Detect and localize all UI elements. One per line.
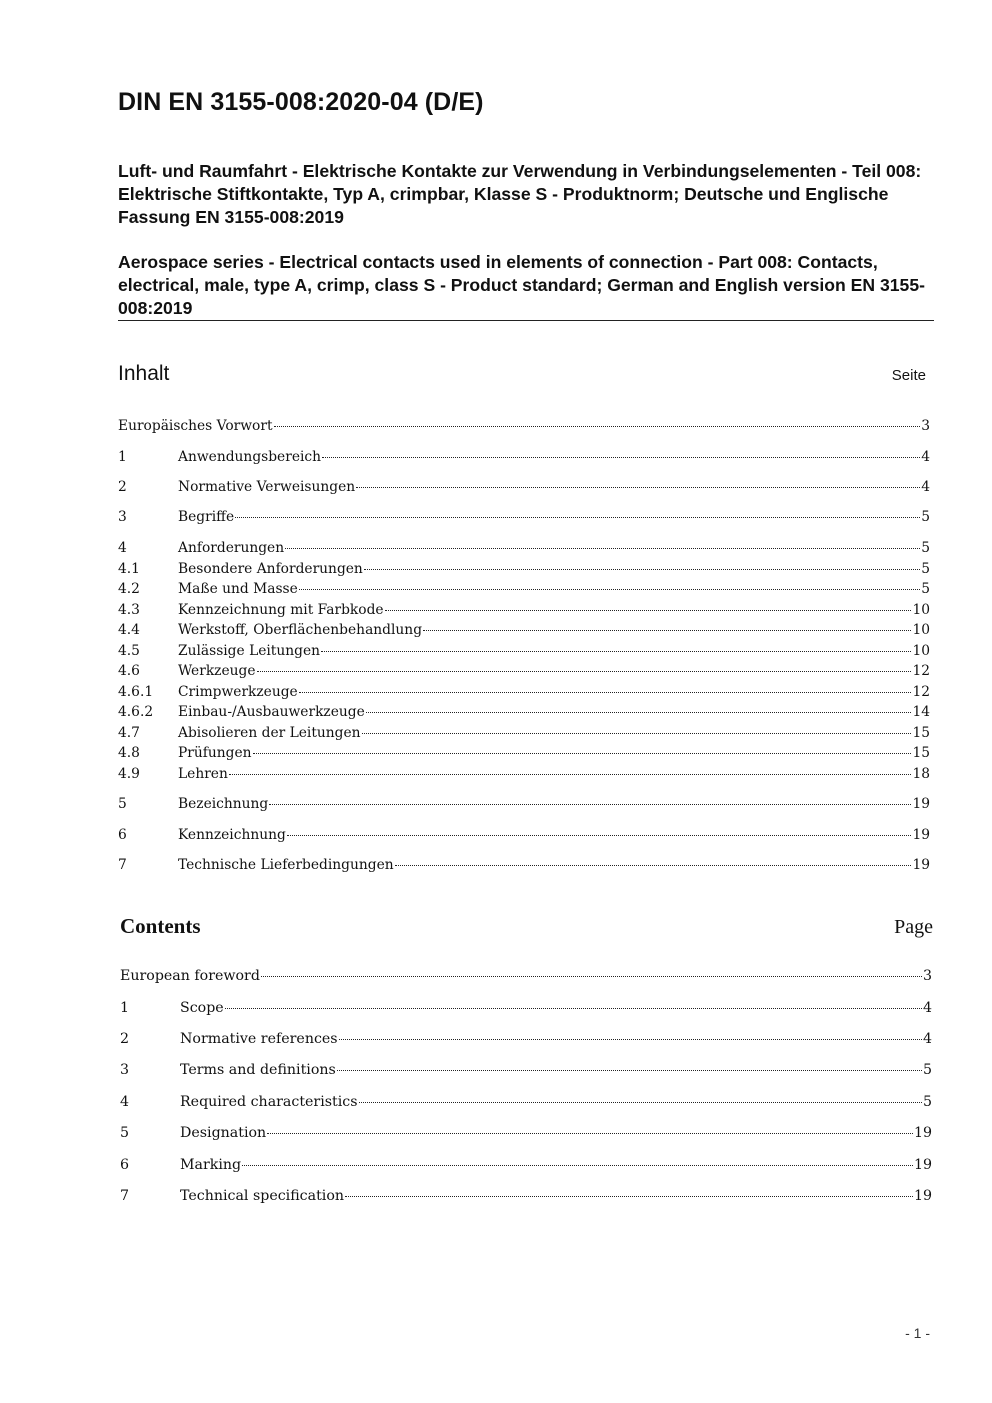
toc-entry-label: Abisolieren der Leitungen (178, 725, 361, 741)
page-number: - 1 - (905, 1325, 930, 1341)
toc-entry-label: Werkzeuge (178, 663, 256, 679)
toc-entry-number: 7 (120, 1188, 130, 1204)
toc-entry-label: Kennzeichnung (178, 827, 286, 843)
toc-entry[interactable] (120, 1000, 932, 1016)
toc-entry-page: 10 (912, 643, 930, 659)
toc-entry[interactable] (118, 418, 930, 434)
toc-entry[interactable] (118, 581, 930, 597)
toc-entry-label: Required characteristics (180, 1094, 358, 1110)
toc-entry-page: 14 (912, 704, 930, 720)
toc-entry-page: 4 (922, 1000, 932, 1016)
toc-entry-leader (339, 1039, 922, 1040)
toc-entry-leader (385, 610, 912, 611)
toc-entry-number: 4.6 (118, 663, 140, 679)
toc-entry-page: 19 (912, 857, 930, 873)
toc-entry[interactable] (118, 561, 930, 577)
toc-entry[interactable] (120, 1094, 932, 1110)
toc-entry-label: Zulässige Leitungen (178, 643, 321, 659)
toc-entry-label: Marking (180, 1157, 242, 1173)
toc-entry-label: Europäisches Vorwort (118, 418, 273, 434)
toc-entry-page: 5 (922, 1062, 932, 1078)
english-subtitle: Aerospace series - Electrical contacts used in elements of connection - Part 008: Contacts, electrical, male, type A, crimp, class S - Product standard; German and English version EN 3155-008:2019 (118, 252, 925, 318)
toc-entry-leader (299, 589, 920, 590)
toc-entry-leader (423, 630, 911, 631)
toc-en-header (120, 914, 933, 939)
toc-entry-leader (225, 1008, 922, 1009)
toc-entry[interactable] (118, 684, 930, 700)
toc-entry-number: 4 (118, 540, 127, 556)
toc-entry-leader (395, 865, 912, 866)
toc-entry-label: Prüfungen (178, 745, 252, 761)
toc-de-header (118, 362, 926, 386)
toc-entry-leader (359, 1102, 922, 1103)
toc-de-page-label: Seite (891, 367, 926, 384)
toc-entry-number: 3 (118, 509, 127, 525)
toc-entry-page: 5 (921, 509, 930, 525)
toc-entry-label: Begriffe (178, 509, 235, 525)
toc-entry-page: 19 (913, 1157, 932, 1173)
toc-entry-page: 5 (921, 540, 930, 556)
toc-entry[interactable] (118, 479, 930, 495)
toc-entry-page: 19 (913, 1125, 932, 1141)
toc-entry-number: 6 (120, 1157, 130, 1173)
toc-entry[interactable] (118, 827, 930, 843)
toc-entry-leader (253, 753, 912, 754)
toc-entry-leader (345, 1196, 913, 1197)
toc-entry-page: 15 (912, 745, 930, 761)
toc-entry-number: 4.4 (118, 622, 140, 638)
toc-entry-page: 19 (913, 1188, 932, 1204)
toc-entry-label: Einbau-/Ausbauwerkzeuge (178, 704, 365, 720)
toc-entry-number: 4.7 (118, 725, 140, 741)
toc-entry-number: 4 (120, 1094, 130, 1110)
toc-entry-label: Technische Lieferbedingungen (178, 857, 394, 873)
toc-entry[interactable] (118, 643, 930, 659)
toc-entry-leader (257, 671, 912, 672)
toc-entry-leader (267, 1133, 913, 1134)
toc-entry-label: Crimpwerkzeuge (178, 684, 298, 700)
toc-entry[interactable] (118, 449, 930, 465)
toc-entry-page: 12 (912, 684, 930, 700)
toc-entry-label: Bezeichnung (178, 796, 269, 812)
toc-entry-leader (364, 569, 920, 570)
toc-entry-leader (356, 487, 920, 488)
toc-entry-label: European foreword (120, 968, 260, 984)
toc-entry-label: Technical specification (180, 1188, 344, 1204)
toc-entry[interactable] (118, 622, 930, 638)
toc-entry[interactable] (118, 766, 930, 782)
toc-entry-number: 6 (118, 827, 127, 843)
toc-entry-page: 10 (912, 602, 930, 618)
toc-entry-page: 4 (921, 479, 930, 495)
toc-entry-label: Anforderungen (178, 540, 285, 556)
toc-entry[interactable] (120, 1188, 932, 1204)
toc-entry-number: 2 (118, 479, 127, 495)
toc-entry-number: 3 (120, 1062, 130, 1078)
document-title: DIN EN 3155-008:2020-04 (D/E) (118, 88, 484, 116)
german-subtitle: Luft- und Raumfahrt - Elektrische Kontakte zur Verwendung in Verbindungselementen - Teil 008: Elektrische Stiftkontakte, Typ A, crimpbar, Klasse S - Produktnorm; Deutsche und Englische Fassung EN 3155-008:2019 (118, 161, 922, 227)
toc-entry-leader (362, 733, 912, 734)
toc-entry-page: 18 (912, 766, 930, 782)
toc-entry-number: 2 (120, 1031, 130, 1047)
toc-entry-page: 4 (921, 449, 930, 465)
toc-entry-leader (287, 835, 912, 836)
toc-entry-label: Lehren (178, 766, 228, 782)
toc-entry-page: 5 (922, 1094, 932, 1110)
toc-en-page-label: Page (894, 916, 933, 938)
toc-entry-page: 3 (921, 418, 930, 434)
toc-entry-number: 4.5 (118, 643, 140, 659)
toc-entry-number: 4.1 (118, 561, 140, 577)
toc-entry-leader (235, 517, 920, 518)
toc-entry-page: 19 (912, 796, 930, 812)
toc-entry[interactable] (118, 725, 930, 741)
toc-entry[interactable] (118, 745, 930, 761)
toc-entry[interactable] (118, 704, 930, 720)
toc-entry-leader (269, 804, 911, 805)
toc-entry-leader (299, 692, 912, 693)
toc-entry-page: 12 (912, 663, 930, 679)
toc-entry-page: 10 (912, 622, 930, 638)
toc-entry[interactable] (118, 796, 930, 812)
toc-entry-number: 4.6.1 (118, 684, 154, 700)
toc-entry-number: 4.2 (118, 581, 140, 597)
toc-entry-label: Normative Verweisungen (178, 479, 356, 495)
toc-entry[interactable] (120, 1157, 932, 1173)
toc-entry-leader (321, 651, 911, 652)
toc-entry-leader (285, 548, 920, 549)
toc-de-heading: Inhalt (118, 362, 170, 385)
toc-entry-leader (366, 712, 912, 713)
toc-entry-label: Besondere Anforderungen (178, 561, 363, 577)
toc-en-heading: Contents (120, 914, 201, 938)
toc-entry-number: 4.9 (118, 766, 140, 782)
toc-entry[interactable] (118, 509, 930, 525)
toc-entry-number: 1 (118, 449, 127, 465)
toc-entry[interactable] (118, 663, 930, 679)
toc-entry-page: 5 (921, 561, 930, 577)
toc-entry-leader (261, 976, 922, 977)
toc-entry-number: 5 (118, 796, 127, 812)
toc-entry-leader (242, 1165, 913, 1166)
toc-entry-label: Anwendungsbereich (178, 449, 322, 465)
toc-entry-label: Kennzeichnung mit Farbkode (178, 602, 384, 618)
toc-entry-page: 3 (922, 968, 932, 984)
toc-entry[interactable] (120, 1031, 932, 1047)
toc-entry[interactable] (118, 540, 930, 556)
toc-entry-label: Maße und Masse (178, 581, 298, 597)
toc-entry[interactable] (118, 602, 930, 618)
toc-entry-number: 1 (120, 1000, 130, 1016)
toc-entry-leader (274, 426, 921, 427)
toc-entry[interactable] (118, 857, 930, 873)
toc-entry-number: 4.6.2 (118, 704, 154, 720)
toc-entry-number: 5 (120, 1125, 130, 1141)
toc-entry-label: Scope (180, 1000, 224, 1016)
toc-entry-leader (337, 1070, 922, 1071)
toc-entry-page: 5 (921, 581, 930, 597)
toc-entry-leader (229, 774, 912, 775)
toc-entry[interactable] (120, 968, 932, 984)
toc-entry-leader (322, 457, 920, 458)
toc-entry[interactable] (120, 1062, 932, 1078)
toc-entry-page: 19 (912, 827, 930, 843)
toc-entry-number: 4.3 (118, 602, 140, 618)
title-divider (118, 320, 934, 321)
toc-entry[interactable] (120, 1125, 932, 1141)
toc-entry-label: Designation (180, 1125, 267, 1141)
toc-entry-number: 7 (118, 857, 127, 873)
toc-entry-number: 4.8 (118, 745, 140, 761)
toc-entry-label: Terms and definitions (180, 1062, 336, 1078)
toc-entry-label: Normative references (180, 1031, 338, 1047)
toc-entry-label: Werkstoff, Oberflächenbehandlung (178, 622, 423, 638)
toc-entry-page: 4 (922, 1031, 932, 1047)
toc-entry-page: 15 (912, 725, 930, 741)
